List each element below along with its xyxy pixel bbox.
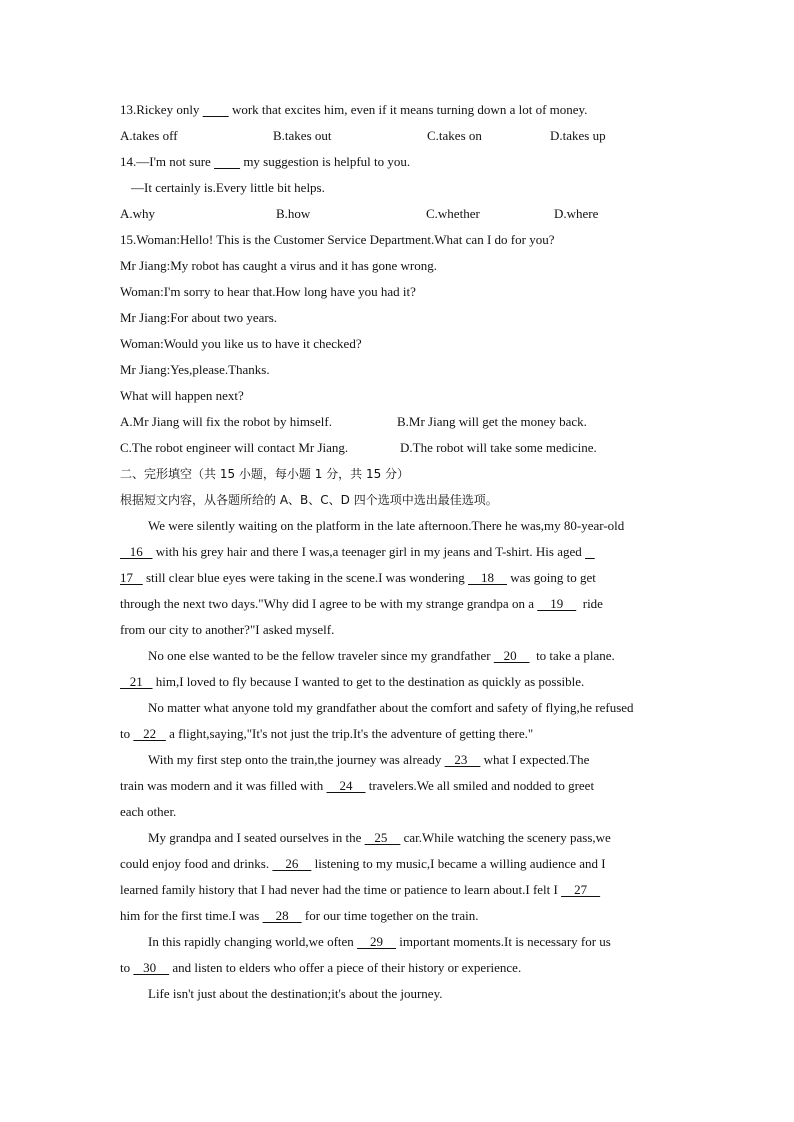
passage-line: through the next two days."Why did I agree to be with my strange grandpa on a 19 ride <box>120 596 603 611</box>
dialogue-line: Woman:Would you like us to have it checked? <box>120 336 362 351</box>
q13-blank <box>203 102 229 117</box>
blank-17: 17 <box>120 570 143 585</box>
q13-option-c: C.takes on <box>427 128 482 143</box>
q15-option-c: C.The robot engineer will contact Mr Jiang. <box>120 440 349 455</box>
passage-line: him for the first time.I was 28 for our time together on the train. <box>120 908 479 923</box>
blank-24: 24 <box>326 778 366 793</box>
q14-reply: —It certainly is.Every little bit helps. <box>131 180 325 195</box>
blank-28: 28 <box>262 908 302 923</box>
passage-line: In this rapidly changing world,we often 29 important moments.It is necessary for us <box>148 934 611 949</box>
q15-option-a: A.Mr Jiang will fix the robot by himself. <box>120 414 332 429</box>
q14-option-a: A.why <box>120 206 156 221</box>
blank-19: 19 <box>537 596 577 611</box>
dialogue-line: Mr Jiang:For about two years. <box>120 310 278 325</box>
passage-line: 21 him,I loved to fly because I wanted to get to the destination as quickly as possible. <box>120 674 585 689</box>
passage-line: each other. <box>120 804 177 819</box>
q15-option-b: B.Mr Jiang will get the money back. <box>397 414 587 429</box>
blank-16: 16 <box>120 544 153 559</box>
section-heading: 二、完形填空（共 15 小题，每小题 1 分，共 15 分） <box>120 467 410 481</box>
q14-stem: 14.—I'm not sure my suggestion is helpful to you. <box>120 154 411 169</box>
passage-line: to 22 a flight,saying,"It's not just the trip.It's the adventure of getting there." <box>120 726 534 741</box>
passage-line: With my first step onto the train,the journey was already 23 what I expected.The <box>148 752 590 767</box>
blank-22: 22 <box>133 726 166 741</box>
blank-23: 23 <box>444 752 481 767</box>
q14-option-b: B.how <box>276 206 311 221</box>
q13-option-d: D.takes up <box>550 128 606 143</box>
q13-stem: 13.Rickey only work that excites him, even if it means turning down a lot of money. <box>120 102 588 117</box>
blank-27: 27 <box>561 882 601 897</box>
q13-option-b: B.takes out <box>273 128 332 143</box>
blank-30: 30 <box>133 960 170 975</box>
passage-line: from our city to another?"I asked myself. <box>120 622 335 637</box>
dialogue-line: 15.Woman:Hello! This is the Customer Service Department.What can I do for you? <box>120 232 555 247</box>
passage-line: 16 with his grey hair and there I was,a teenager girl in my jeans and T-shirt. His aged <box>120 543 595 561</box>
q15-question: What will happen next? <box>120 388 244 403</box>
passage-line: We were silently waiting on the platform in the late afternoon.There he was,my 80-year-old <box>148 518 625 533</box>
q15-option-d: D.The robot will take some medicine. <box>400 440 597 455</box>
blank-21: 21 <box>120 674 153 689</box>
passage-line: No matter what anyone told my grandfather about the comfort and safety of flying,he refused <box>148 700 634 715</box>
passage-line: Life isn't just about the destination;it's about the journey. <box>148 986 443 1001</box>
dialogue-line: Woman:I'm sorry to hear that.How long have you had it? <box>120 284 416 299</box>
passage-line: My grandpa and I seated ourselves in the 25 car.While watching the scenery pass,we <box>148 830 611 845</box>
blank-17-start <box>585 544 595 559</box>
passage-line: train was modern and it was filled with 24 travelers.We all smiled and nodded to greet <box>120 778 595 793</box>
q13-option-a: A.takes off <box>120 128 178 143</box>
q14-blank <box>214 154 240 169</box>
passage-line: learned family history that I had never had the time or patience to learn about.I felt I 27 <box>120 882 601 897</box>
q14-option-d: D.where <box>554 206 599 221</box>
blank-18: 18 <box>468 570 507 585</box>
dialogue-line: Mr Jiang:My robot has caught a virus and it has gone wrong. <box>120 258 438 273</box>
blank-25: 25 <box>364 830 401 845</box>
section-instruction: 根据短文内容，从各题所给的 A、B、C、D 四个选项中选出最佳选项。 <box>120 493 498 507</box>
passage-line: 17 still clear blue eyes were taking in the scene.I was wondering 18 was going to get <box>120 570 596 585</box>
passage-line: No one else wanted to be the fellow traveler since my grandfather 20 to take a plane. <box>148 648 615 663</box>
passage-line: could enjoy food and drinks. 26 listening to my music,I became a willing audience and I <box>120 856 606 871</box>
dialogue-line: Mr Jiang:Yes,please.Thanks. <box>120 362 270 377</box>
passage-line: to 30 and listen to elders who offer a piece of their history or experience. <box>120 960 522 975</box>
blank-29: 29 <box>357 934 397 949</box>
blank-20: 20 <box>493 648 530 663</box>
q14-option-c: C.whether <box>426 206 480 221</box>
blank-26: 26 <box>272 856 312 871</box>
